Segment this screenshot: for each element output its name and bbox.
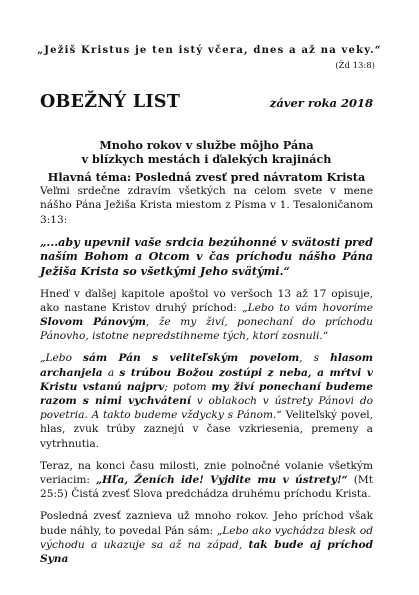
quote-text: v oblakoch v ústrety Pánovi do povetria. A takto budeme vždycky s Pánom.“ bbox=[40, 395, 373, 422]
greeting-paragraph: Veľmi srdečne zdravím všetkých na celom svete v mene nášho Pána Ježiša Krista miestom z Písma v 1. Tesaloničanom 3:13: bbox=[40, 185, 373, 226]
quote-emphasis: my živí ponechaní budeme razom s nimi vychvátení bbox=[40, 380, 374, 408]
quote-text: , že my živí, ponechaní do príchodu Pánovho, istotne nepredstihneme tých, ktorí zosnuli.“ bbox=[40, 316, 373, 343]
quote-emphasis: tak bude aj príchod Syna bbox=[40, 538, 373, 566]
page-title: OBEŽNÝ LIST bbox=[40, 92, 181, 112]
headline-line-1: Mnoho rokov v službe môjho Pána bbox=[99, 138, 314, 152]
quote-text: , s bbox=[299, 352, 331, 365]
paragraph-text: Hneď v ďalšej kapitole apoštol vo veršoch 13 až 17 opisuje, ako nastane Kristov druhý príchod: bbox=[40, 287, 373, 314]
main-theme: Hlavná téma: Posledná zvesť pred návratom Krista bbox=[47, 169, 366, 184]
quote-emphasis: Slovom Pánovým bbox=[40, 316, 146, 329]
quote-text: ; potom bbox=[164, 380, 212, 393]
quote-emphasis: s trúbou Božou zostúpi z neba, a mŕtvi v Kristu vstanú najprv bbox=[40, 366, 373, 393]
paragraph-text: Teraz, na konci času milosti, znie polnočné volanie všetkým veriacim: bbox=[40, 459, 373, 487]
letter-body bbox=[40, 138, 373, 566]
quote-text: „Lebo to vám hovoríme bbox=[242, 301, 373, 314]
issue-date: záver roka 2018 bbox=[269, 96, 373, 110]
headline-line-2: v blízkych mestách i ďalekých krajinách bbox=[81, 152, 332, 167]
paragraph-text: Veliteľský povel, hlas, zvuk trúby zaznejú v čase vzkriesenia, premeny a vytrhnutia. bbox=[40, 409, 373, 450]
scripture-quote: „...aby upevnil vaše srdcia bezúhonné v svätosti pred naším Bohom a Otcom v čas príchodu nášho Pána Ježiša Krista so všetkými Jeho svätými.“ bbox=[40, 234, 373, 279]
paragraph-midnight-cry bbox=[40, 459, 373, 502]
paragraph-second-coming bbox=[40, 287, 373, 344]
quote-emphasis: hlasom archanjela bbox=[40, 352, 373, 379]
quote-text: „Lebo ako vychádza blesk od východu a ukazuje sa až na západ, bbox=[40, 524, 373, 551]
quote-text: a bbox=[102, 366, 120, 379]
quote-emphasis: „Hľa, Ženích ide! Vyjdite mu v ústrety!“ bbox=[95, 474, 348, 487]
paragraph-text: Posledná zvesť zaznieva už mnoho rokov. Jeho príchod však bude náhly, to povedal Pán sám: bbox=[40, 510, 373, 537]
motto-reference: (Žd 13:8) bbox=[335, 61, 375, 71]
paragraph-last-message bbox=[40, 509, 373, 566]
paragraph-rapture bbox=[40, 351, 373, 450]
quote-emphasis: sám Pán s veliteľským povelom bbox=[83, 352, 300, 365]
motto-verse: „Ježiš Kristus je ten istý včera, dnes a až na veky.“ bbox=[37, 45, 382, 56]
quote-text: „Lebo bbox=[40, 352, 84, 365]
paragraph-text: (Mt 25:5) Čistá zvesť Slova predchádza druhému príchodu Krista. bbox=[40, 474, 373, 501]
